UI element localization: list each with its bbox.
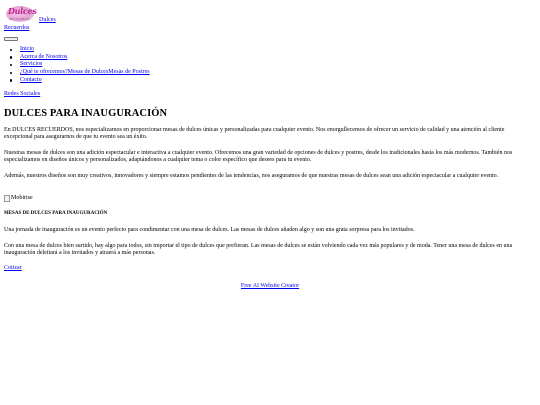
nav-link-servicios[interactable]: Servicios [20, 61, 43, 68]
footer-credit-link[interactable]: Free AI Website Creator [240, 283, 300, 289]
nav-link-inicio[interactable]: Inicio [20, 46, 34, 52]
nav-item-submenu [20, 69, 150, 77]
nav-link-acerca[interactable]: Acerca de Nosotros [20, 53, 68, 60]
broken-image [4, 195, 33, 202]
main-nav [20, 46, 150, 84]
brand [4, 3, 56, 25]
navbar-toggle-button[interactable] [4, 37, 18, 41]
nav-link-mesas-dulces[interactable]: Mesas de Dulces [67, 69, 109, 76]
logo-wordmark: Dulces [8, 6, 37, 16]
brand-name-link[interactable]: Dulces [39, 16, 56, 23]
section-paragraph-1: Una jornada de inauguración es un evento perfecto para condimentar con una mesa de dulces. Las mesas de dulces añaden algo y son una grata sorpresa para los invitados. [4, 227, 415, 233]
social-links[interactable]: Redes Sociales [4, 91, 41, 97]
image-alt-text: Mobirise [11, 195, 33, 201]
section-paragraph-2: Con una mesa de dulces bien surtido, hay algo para todos, sin importar el tipo de dulces que prefieran. Las mesas de dulces se están volviendo cada vez más populares y de moda. Tener una mesa de dulces en una inauguración deleitará a los invitados y atraerá a más personas. [4, 243, 513, 257]
section-subtitle: MESAS DE DULCES PARA INAUGURACIÓN [4, 211, 108, 216]
footer [0, 283, 540, 290]
intro-paragraph-1: En DULCES RECUERDOS, nos especializamos en proporcionar mesas de dulces únicas y personalizadas para cualquier evento. Nos enorgullecemos de ofrecer un servicio de calidad y una atención al cliente excepcional para asegurarnos de que tu evento sea un éxito. [4, 127, 505, 141]
broken-image-icon [4, 195, 10, 202]
nav-item-acerca [20, 54, 150, 62]
logo-subtext: RECUERDOS [9, 17, 31, 21]
nav-link-que-ofrecemos[interactable]: ¿Qué te ofrecemos? [20, 69, 68, 76]
intro-paragraph-3: Además, nuestros diseños son muy creativos, innovadores y siempre estamos pendientes de las tendencias, nos aseguramos de que nuestras mesas de dulces sean una adición espectacular a cualquier evento. [4, 173, 499, 179]
nav-link-contacto[interactable]: Contacto [20, 76, 42, 83]
nav-item-inicio [20, 46, 150, 54]
nav-item-servicios [20, 61, 150, 69]
intro-paragraph-2: Nuestras mesas de dulces son una adición espectacular e interactiva a cualquier evento. Ofrecemos una gran variedad de opciones de dulces y postres, desde los tradicionales hasta los más modernos. También nos especializamos en diseños únicos y personalizados, adaptándonos a cualquier tema o color específico que desees para tu evento. [4, 150, 513, 164]
brand-tagline-link[interactable]: Recuerdos [4, 25, 30, 31]
page-title: DULCES PARA INAUGURACIÓN [4, 108, 168, 119]
nav-item-contacto [20, 77, 150, 85]
cotizar-link[interactable]: Cotizar [4, 265, 22, 271]
nav-link-mesas-postres[interactable]: Mesas de Postres [108, 69, 150, 76]
brand-logo[interactable] [4, 5, 37, 25]
